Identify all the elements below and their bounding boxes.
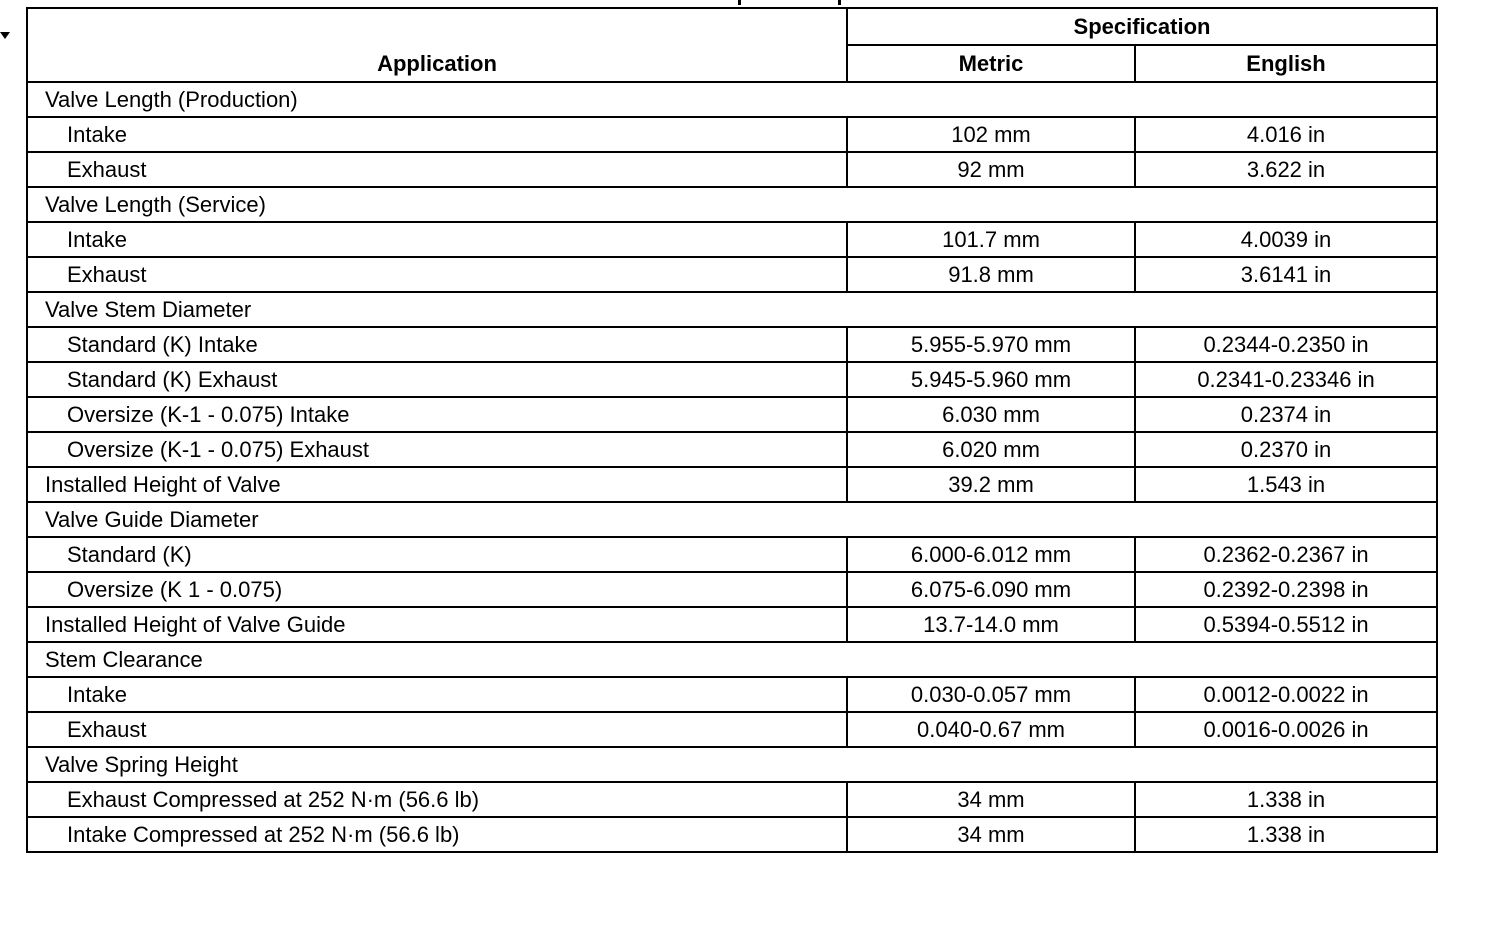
table-body <box>27 82 1437 852</box>
specification-header: Specification <box>847 8 1437 45</box>
english-value: 0.2362-0.2367 in <box>1135 537 1437 572</box>
english-value: 0.2370 in <box>1135 432 1437 467</box>
section-label: Valve Length (Production) <box>27 82 1437 117</box>
application-label: Oversize (K 1 - 0.075) <box>27 572 847 607</box>
metric-value: 5.945-5.960 mm <box>847 362 1135 397</box>
metric-value: 39.2 mm <box>847 467 1135 502</box>
english-value: 0.0016-0.0026 in <box>1135 712 1437 747</box>
english-value: 3.622 in <box>1135 152 1437 187</box>
section-label: Installed Height of Valve Guide <box>27 607 847 642</box>
application-label: Exhaust <box>27 257 847 292</box>
english-value: 1.338 in <box>1135 782 1437 817</box>
application-label: Intake <box>27 222 847 257</box>
section-label: Stem Clearance <box>27 642 1437 677</box>
application-label: Intake <box>27 677 847 712</box>
section-row <box>27 467 1437 502</box>
application-label: Exhaust Compressed at 252 N·m (56.6 lb) <box>27 782 847 817</box>
table-row <box>27 152 1437 187</box>
metric-value: 0.030-0.057 mm <box>847 677 1135 712</box>
table-row <box>27 362 1437 397</box>
english-value: 0.5394-0.5512 in <box>1135 607 1437 642</box>
section-label: Valve Guide Diameter <box>27 502 1437 537</box>
table-row <box>27 537 1437 572</box>
section-row <box>27 502 1437 537</box>
metric-value: 34 mm <box>847 817 1135 852</box>
metric-value: 6.020 mm <box>847 432 1135 467</box>
section-row <box>27 607 1437 642</box>
table-row <box>27 432 1437 467</box>
table-row <box>27 397 1437 432</box>
english-value: 0.2374 in <box>1135 397 1437 432</box>
english-value: 4.016 in <box>1135 117 1437 152</box>
corner-arrow-icon <box>0 32 10 39</box>
english-value: 0.2341-0.23346 in <box>1135 362 1437 397</box>
metric-value: 6.075-6.090 mm <box>847 572 1135 607</box>
application-label: Oversize (K-1 - 0.075) Intake <box>27 397 847 432</box>
english-value: 1.543 in <box>1135 467 1437 502</box>
section-row <box>27 187 1437 222</box>
application-label: Exhaust <box>27 152 847 187</box>
metric-value: 34 mm <box>847 782 1135 817</box>
table-header <box>27 8 1437 82</box>
english-value: 1.338 in <box>1135 817 1437 852</box>
table-row <box>27 712 1437 747</box>
metric-value: 102 mm <box>847 117 1135 152</box>
table-row <box>27 222 1437 257</box>
table-row <box>27 327 1437 362</box>
table-row <box>27 677 1437 712</box>
specification-table <box>26 7 1438 853</box>
section-row <box>27 747 1437 782</box>
metric-value: 92 mm <box>847 152 1135 187</box>
english-value: 0.0012-0.0022 in <box>1135 677 1437 712</box>
application-label: Standard (K) Exhaust <box>27 362 847 397</box>
section-label: Valve Length (Service) <box>27 187 1437 222</box>
metric-value: 6.030 mm <box>847 397 1135 432</box>
metric-value: 101.7 mm <box>847 222 1135 257</box>
metric-value: 0.040-0.67 mm <box>847 712 1135 747</box>
metric-value: 13.7-14.0 mm <box>847 607 1135 642</box>
section-row <box>27 292 1437 327</box>
metric-value: 5.955-5.970 mm <box>847 327 1135 362</box>
section-row <box>27 642 1437 677</box>
english-header: English <box>1135 45 1437 82</box>
table-row <box>27 117 1437 152</box>
english-value: 4.0039 in <box>1135 222 1437 257</box>
application-label: Intake Compressed at 252 N·m (56.6 lb) <box>27 817 847 852</box>
section-label: Valve Stem Diameter <box>27 292 1437 327</box>
application-label: Standard (K) Intake <box>27 327 847 362</box>
table-row <box>27 572 1437 607</box>
english-value: 3.6141 in <box>1135 257 1437 292</box>
application-label: Exhaust <box>27 712 847 747</box>
section-label: Valve Spring Height <box>27 747 1437 782</box>
application-header: Application <box>27 8 847 82</box>
top-tick-mark <box>738 0 741 5</box>
application-label: Intake <box>27 117 847 152</box>
application-label: Standard (K) <box>27 537 847 572</box>
table-row <box>27 257 1437 292</box>
metric-header: Metric <box>847 45 1135 82</box>
english-value: 0.2392-0.2398 in <box>1135 572 1437 607</box>
top-tick-mark <box>838 0 841 5</box>
section-row <box>27 82 1437 117</box>
metric-value: 91.8 mm <box>847 257 1135 292</box>
table-row <box>27 782 1437 817</box>
english-value: 0.2344-0.2350 in <box>1135 327 1437 362</box>
table-row <box>27 817 1437 852</box>
metric-value: 6.000-6.012 mm <box>847 537 1135 572</box>
section-label: Installed Height of Valve <box>27 467 847 502</box>
application-label: Oversize (K-1 - 0.075) Exhaust <box>27 432 847 467</box>
